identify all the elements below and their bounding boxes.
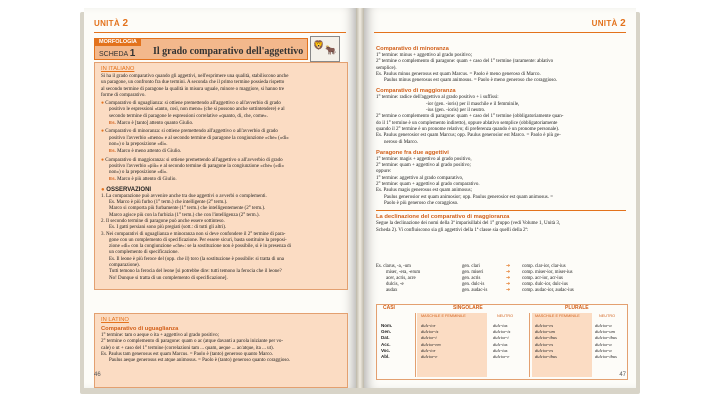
note-line: Tutti temono la ferocia del leone [si potrebbe dire: tutti temono la ferocia che il leone? bbox=[109, 269, 282, 275]
list-item: dulcis, -e bbox=[386, 282, 404, 287]
table-divider bbox=[415, 313, 416, 377]
list-item: gen. dulc-is bbox=[462, 282, 485, 287]
latin-line: 2° termine o complemento di paragone: quam o ac (atque davanti a parola iniziante per vo- bbox=[101, 339, 284, 345]
rule-line: 2° termine o complemento di paragone: quam + caso del 1° termine (obbligatoriamente quan- bbox=[376, 114, 564, 120]
arrow-icon: ➔ bbox=[506, 288, 511, 293]
bullet-text: Comparativo di maggioranza: si ottiene premettendo all'aggettivo o all'avverbio di grado bbox=[105, 157, 283, 163]
page-number-right: 47 bbox=[619, 372, 626, 378]
section-tag: MORFOLOGIA bbox=[95, 38, 141, 46]
arrow-icon: ➔ bbox=[506, 276, 511, 281]
latin-subheading: Comparativo di uguaglianza bbox=[101, 326, 179, 332]
table-cell: dulcior-ibus bbox=[595, 354, 617, 360]
rule-line: Es. Paulus minus generosus est quam Marcus. = Paolo è meno generoso di Marco. bbox=[376, 71, 541, 77]
list-item: acer, acris, acre bbox=[386, 276, 416, 281]
rule-line: neroso di Marco. bbox=[384, 139, 419, 145]
table-cell: dulcior-i bbox=[421, 335, 437, 341]
table-cell: dulcior-um bbox=[535, 329, 555, 335]
bullet-text: non») o la preposizione «di». bbox=[109, 141, 168, 147]
osservazioni-title: OSSERVAZIONI bbox=[106, 186, 152, 193]
example-tag: Es. bbox=[109, 176, 116, 182]
bullet-text: positivo l'avverbio «più» e al secondo termine di paragone la congiunzione «che» («di» bbox=[109, 163, 285, 169]
table-cell: dulcior-i bbox=[493, 335, 509, 341]
note-line: Es. Il leone è più feroce del (opp. che il) toro (la sostituzione è possibile: si tratta di una bbox=[109, 256, 284, 262]
note-line: 2. Il secondo termine di paragone può anche essere sottinteso. bbox=[101, 218, 225, 224]
unit-label: UNITÀ bbox=[591, 19, 618, 28]
bullet-text: non») o la preposizione «di». bbox=[109, 170, 168, 176]
italian-rules-box bbox=[94, 62, 348, 290]
illustration-icon: 🦁 🐂 bbox=[310, 36, 340, 62]
latin-rules-box bbox=[94, 313, 348, 388]
rule-line: Segue la declinazione dei nomi della 3ª imparisillabi del 1° gruppo (vedi Volume 1, Unità 3, bbox=[376, 221, 561, 227]
note-line: 3. Nei comparativi di uguaglianza e minoranza non si deve confondere il 2° termine di para- bbox=[101, 231, 286, 237]
case-label: Acc. bbox=[381, 341, 391, 347]
table-cell: dulcior-ibus bbox=[535, 335, 557, 341]
table-cell: dulc-ior bbox=[421, 323, 436, 328]
bullet-uguaglianza: ● Comparativo di uguaglianza: si ottiene premettendo all'aggettivo o all'avverbio di grado bbox=[101, 101, 281, 107]
comparative-column bbox=[522, 264, 574, 294]
rule-line: 2° termine: quam + aggettivo al grado comparativo. bbox=[376, 182, 480, 188]
left-page bbox=[84, 8, 356, 388]
intro-line: forme di comparativo. bbox=[101, 92, 146, 98]
scheda-word: SCHEDA bbox=[99, 51, 128, 58]
rule-line: do il 1° termine è un complemento indiretto), oppure ablativo semplice (obbligatoriamente bbox=[376, 120, 558, 126]
example-text: Marco è meno attento di Giulio. bbox=[117, 149, 182, 155]
header-rule bbox=[94, 32, 346, 33]
scheda-title-band bbox=[94, 38, 308, 60]
note-line: Es. I gatti persiani sono più pregiati (sott.: di tutti gli altri). bbox=[109, 225, 227, 231]
example-text: Marco è più attento di Giulio. bbox=[117, 177, 177, 183]
unit-number: 2 bbox=[620, 18, 626, 29]
list-item: comp. miser-ior, miser-ius bbox=[522, 270, 573, 275]
arrow-icon: ➔ bbox=[506, 282, 511, 287]
singular-mf-column bbox=[421, 323, 441, 360]
paragone-heading: Paragone fra due aggettivi bbox=[376, 149, 449, 156]
rule-line: semplice). bbox=[376, 65, 397, 71]
example-line bbox=[101, 176, 341, 183]
table-cell: dulcior-ibus bbox=[595, 335, 617, 341]
case-label: Dat. bbox=[381, 335, 390, 341]
rule-line: 1° termine: aggettivo al grado comparativo, bbox=[376, 175, 464, 181]
table-cell: dulcior-a bbox=[595, 323, 612, 328]
rule-line: oppure: bbox=[376, 169, 392, 175]
header-singolare: SINGOLARE bbox=[453, 305, 483, 311]
intro-line: al secondo termine di paragone la qualità in misura uguale, minore o maggiore, si hanno tre bbox=[101, 86, 285, 92]
case-column bbox=[381, 323, 392, 360]
right-running-head bbox=[592, 18, 626, 29]
plural-neuter-column bbox=[595, 323, 617, 360]
rule-line: 1° termine: radice dell'aggettivo al grado positivo + i suffissi: bbox=[376, 95, 499, 101]
plural-mf-column bbox=[535, 323, 557, 360]
table-cell: dulcior-es bbox=[535, 323, 554, 328]
rule-line: quando il 2° termine è un pronome relativo; di preferenza quando è un pronome personale). bbox=[376, 126, 560, 132]
unit-number: 2 bbox=[122, 18, 129, 29]
bullet-text: secondo termine di paragone le espressioni correlative «quanto, di, che, come». bbox=[109, 113, 268, 119]
case-label: Abl. bbox=[381, 354, 390, 360]
list-item: comp. dulc-ior, dulc-ius bbox=[522, 282, 568, 287]
table-cell: dulc-ius bbox=[493, 347, 508, 353]
example-text: Marco è [tanto] attento quanto Giulio. bbox=[117, 121, 194, 127]
rule-line: Es. Paulus generosior est quam Marcus; opp. Paulus generosior est Marco. = Paolo è più ge- bbox=[376, 133, 561, 139]
scheda-label bbox=[99, 48, 135, 59]
declension-table bbox=[376, 304, 628, 380]
rule-line: -ius (gen. -ioris) per il neutro. bbox=[426, 108, 486, 114]
example-line bbox=[101, 148, 341, 155]
case-label: Gen. bbox=[381, 329, 392, 335]
table-cell: dulcior-um bbox=[595, 329, 615, 335]
list-item: gen. audac-is bbox=[462, 288, 488, 293]
case-label: Nom. bbox=[381, 323, 393, 328]
page-number-left: 46 bbox=[94, 372, 101, 378]
table-cell: dulc-ior bbox=[421, 347, 436, 353]
table-cell: dulcior-es bbox=[535, 347, 554, 353]
rule-line: Paulus generosior est quam animosior; opp. Paulus generosior est quam animosus. = bbox=[384, 194, 554, 200]
subheader-neutro: NEUTRO bbox=[599, 314, 616, 318]
note-line: Es. Marco è più furbo (1° term.) che intelligente (2° term.). bbox=[109, 200, 228, 206]
note-line: un complemento di specificazione. bbox=[109, 250, 179, 256]
list-item: audax bbox=[386, 288, 398, 293]
case-label: Voc. bbox=[381, 347, 391, 353]
bullet-minoranza: ● Comparativo di minoranza: si ottiene premettendo all'aggettivo o all'avverbio di grado bbox=[101, 129, 278, 135]
open-book bbox=[84, 8, 636, 394]
intro-line: un paragone, un confronto fra due termini. A seconda che il primo termine possieda rispetto bbox=[101, 80, 285, 86]
rule-line: Paulus minus generosus est quam animosus. = Paolo è meno generoso che coraggioso. bbox=[384, 78, 558, 84]
table-cell: dulcior-is bbox=[421, 329, 439, 335]
table-cell: dulcior-em bbox=[421, 341, 441, 347]
table-cell: dulcior-a bbox=[595, 347, 612, 353]
page-title: Il grado comparativo dell'aggettivo bbox=[153, 46, 304, 57]
bullet-text: Comparativo di uguaglianza: si ottiene premettendo all'aggettivo o all'avverbio di grado bbox=[105, 101, 281, 107]
note-line: gone con un complemento di specificazione. Per essere sicuri, basta sostituire la preposi- bbox=[109, 237, 287, 243]
rule-line: 2° termine: quam + aggettivo al grado positivo; bbox=[376, 163, 471, 169]
list-item: gen. acris bbox=[462, 276, 481, 281]
right-column bbox=[376, 42, 626, 234]
singular-neuter-column bbox=[493, 323, 510, 360]
note-line: Marco si comporta più furbamente (1° term.) che intelligentemente (2° term.). bbox=[109, 206, 266, 212]
list-item: comp. clar-ior, clar-ius bbox=[522, 264, 566, 269]
list-item: gen. miseri bbox=[462, 270, 484, 275]
latin-line: cale) o ut + caso del 1° termine (correlazioni tam ... quam, aeque ... ac/atque, ita ... ut). bbox=[101, 345, 274, 351]
minoranza-heading: Comparativo di minoranza bbox=[376, 46, 449, 52]
rule-line: -ior (gen. -ioris) per il maschile e il femminile, bbox=[426, 101, 520, 107]
arrow-icon: ➔ bbox=[506, 270, 511, 275]
subheader-mf: MASCHILE E FEMMINILE bbox=[421, 314, 466, 318]
section-divider bbox=[376, 210, 626, 211]
table-cell: dulc-ius bbox=[493, 341, 508, 347]
list-item: gen. clari bbox=[462, 264, 480, 269]
header-rule bbox=[374, 32, 626, 33]
example-tag: Es. bbox=[109, 148, 116, 154]
maggioranza-heading: Comparativo di maggioranza bbox=[376, 88, 456, 95]
unit-label: UNITÀ bbox=[94, 19, 120, 28]
list-item: Es. clarus, -a, -um bbox=[376, 264, 411, 269]
italian-heading: IN ITALIANO bbox=[101, 66, 135, 72]
positive-column bbox=[376, 264, 420, 294]
table-cell: dulcior-e bbox=[421, 354, 438, 360]
right-page bbox=[364, 8, 636, 388]
example-line bbox=[101, 120, 341, 127]
rule-line: 2° termine o complemento di paragone: quam + caso del 1° termine (raramente: ablativo bbox=[376, 59, 554, 65]
bullet-text: positivo l'avverbio «meno» e al secondo termine di paragone la congiunzione «che» («di» bbox=[109, 135, 289, 141]
intro-line: Si ha il grado comparativo quando gli aggettivi, nell'esprimere una qualità, stabiliscono anche bbox=[101, 74, 289, 79]
list-item: comp. audac-ior, audac-ius bbox=[522, 288, 574, 293]
rule-line: 1° termine: magis + aggettivo al grado positivo, bbox=[376, 156, 472, 162]
note-line: zione «di» con la congiunzione «che»: se la sostituzione non è possibile, si è in presenza di bbox=[109, 244, 292, 250]
header-casi: CASI bbox=[383, 305, 395, 311]
note-line: comparazione). bbox=[109, 263, 140, 269]
rule-line: Scheda 2). Vi confluiscono sia gli aggettivi della 1ª classe sia quelli della 2ª: bbox=[376, 227, 529, 233]
osservazioni-heading: ● OSSERVAZIONI bbox=[101, 186, 152, 193]
latin-line: Es. Paulus tam generosus est quam Marcus. = Paolo è (tanto) generoso quanto Marco. bbox=[101, 351, 273, 357]
list-item: comp. acr-ior, acr-ius bbox=[522, 276, 563, 281]
genitive-column bbox=[462, 264, 487, 294]
table-cell: dulcior-e bbox=[493, 354, 510, 360]
note-line: 1. La comparazione può avvenire anche tra due aggettivi o avverbi o complementi. bbox=[101, 193, 267, 199]
arrow-column bbox=[506, 264, 510, 294]
book-spine bbox=[356, 8, 364, 388]
scheda-number: 1 bbox=[129, 48, 136, 59]
subheader-mf: MASCHILE E FEMMINILE bbox=[535, 314, 580, 318]
latin-line: 1° termine: tam o aeque o ita + aggettivo al grado positivo; bbox=[101, 333, 219, 338]
note-line: No! Dunque si tratta di un complemento di specificazione]. bbox=[109, 275, 228, 281]
bullet-text: positivo le espressioni «tanto, così, non meno» (che si possono anche sottintendere) e al bbox=[109, 107, 285, 113]
latin-heading: IN LATINO bbox=[101, 317, 129, 323]
table-cell: dulcior-a bbox=[595, 341, 612, 347]
left-running-head bbox=[94, 18, 128, 29]
list-item: miser, -era, -erum bbox=[386, 270, 421, 275]
example-tag: Es. bbox=[109, 120, 116, 126]
table-divider bbox=[529, 313, 530, 377]
table-cell: dulcior-is bbox=[493, 329, 511, 335]
arrow-icon: ➔ bbox=[506, 264, 511, 269]
table-cell: dulcior-es bbox=[535, 341, 554, 347]
declinazione-heading: La declinazione del comparativo di maggioranza bbox=[376, 214, 510, 221]
note-line: Marco agisce più con la furbizia (1° term.) che con l'intelligenza (2° term.). bbox=[109, 212, 260, 218]
rule-line: Es. Paulus magis generosus est quam animosus; bbox=[376, 188, 472, 194]
subheader-neutro: NEUTRO bbox=[497, 314, 514, 318]
rule-line: Paolo è più generoso che coraggioso. bbox=[384, 200, 459, 206]
bullet-text: Comparativo di minoranza: si ottiene premettendo all'aggettivo o all'avverbio di grado bbox=[105, 129, 278, 135]
rule-line: 1° termine: minus + aggettivo al grado positivo; bbox=[376, 53, 473, 58]
table-cell: dulc-ius bbox=[493, 323, 508, 328]
latin-line: Paulus aeque generosus est atque animosus. = Paolo è (tanto) generoso quanto coraggioso. bbox=[109, 358, 291, 364]
table-cell: dulcior-ibus bbox=[535, 354, 557, 360]
header-plurale: PLURALE bbox=[565, 305, 589, 311]
bullet-maggioranza: ● Comparativo di maggioranza: si ottiene premettendo all'aggettivo o all'avverbio di grado bbox=[101, 157, 283, 163]
